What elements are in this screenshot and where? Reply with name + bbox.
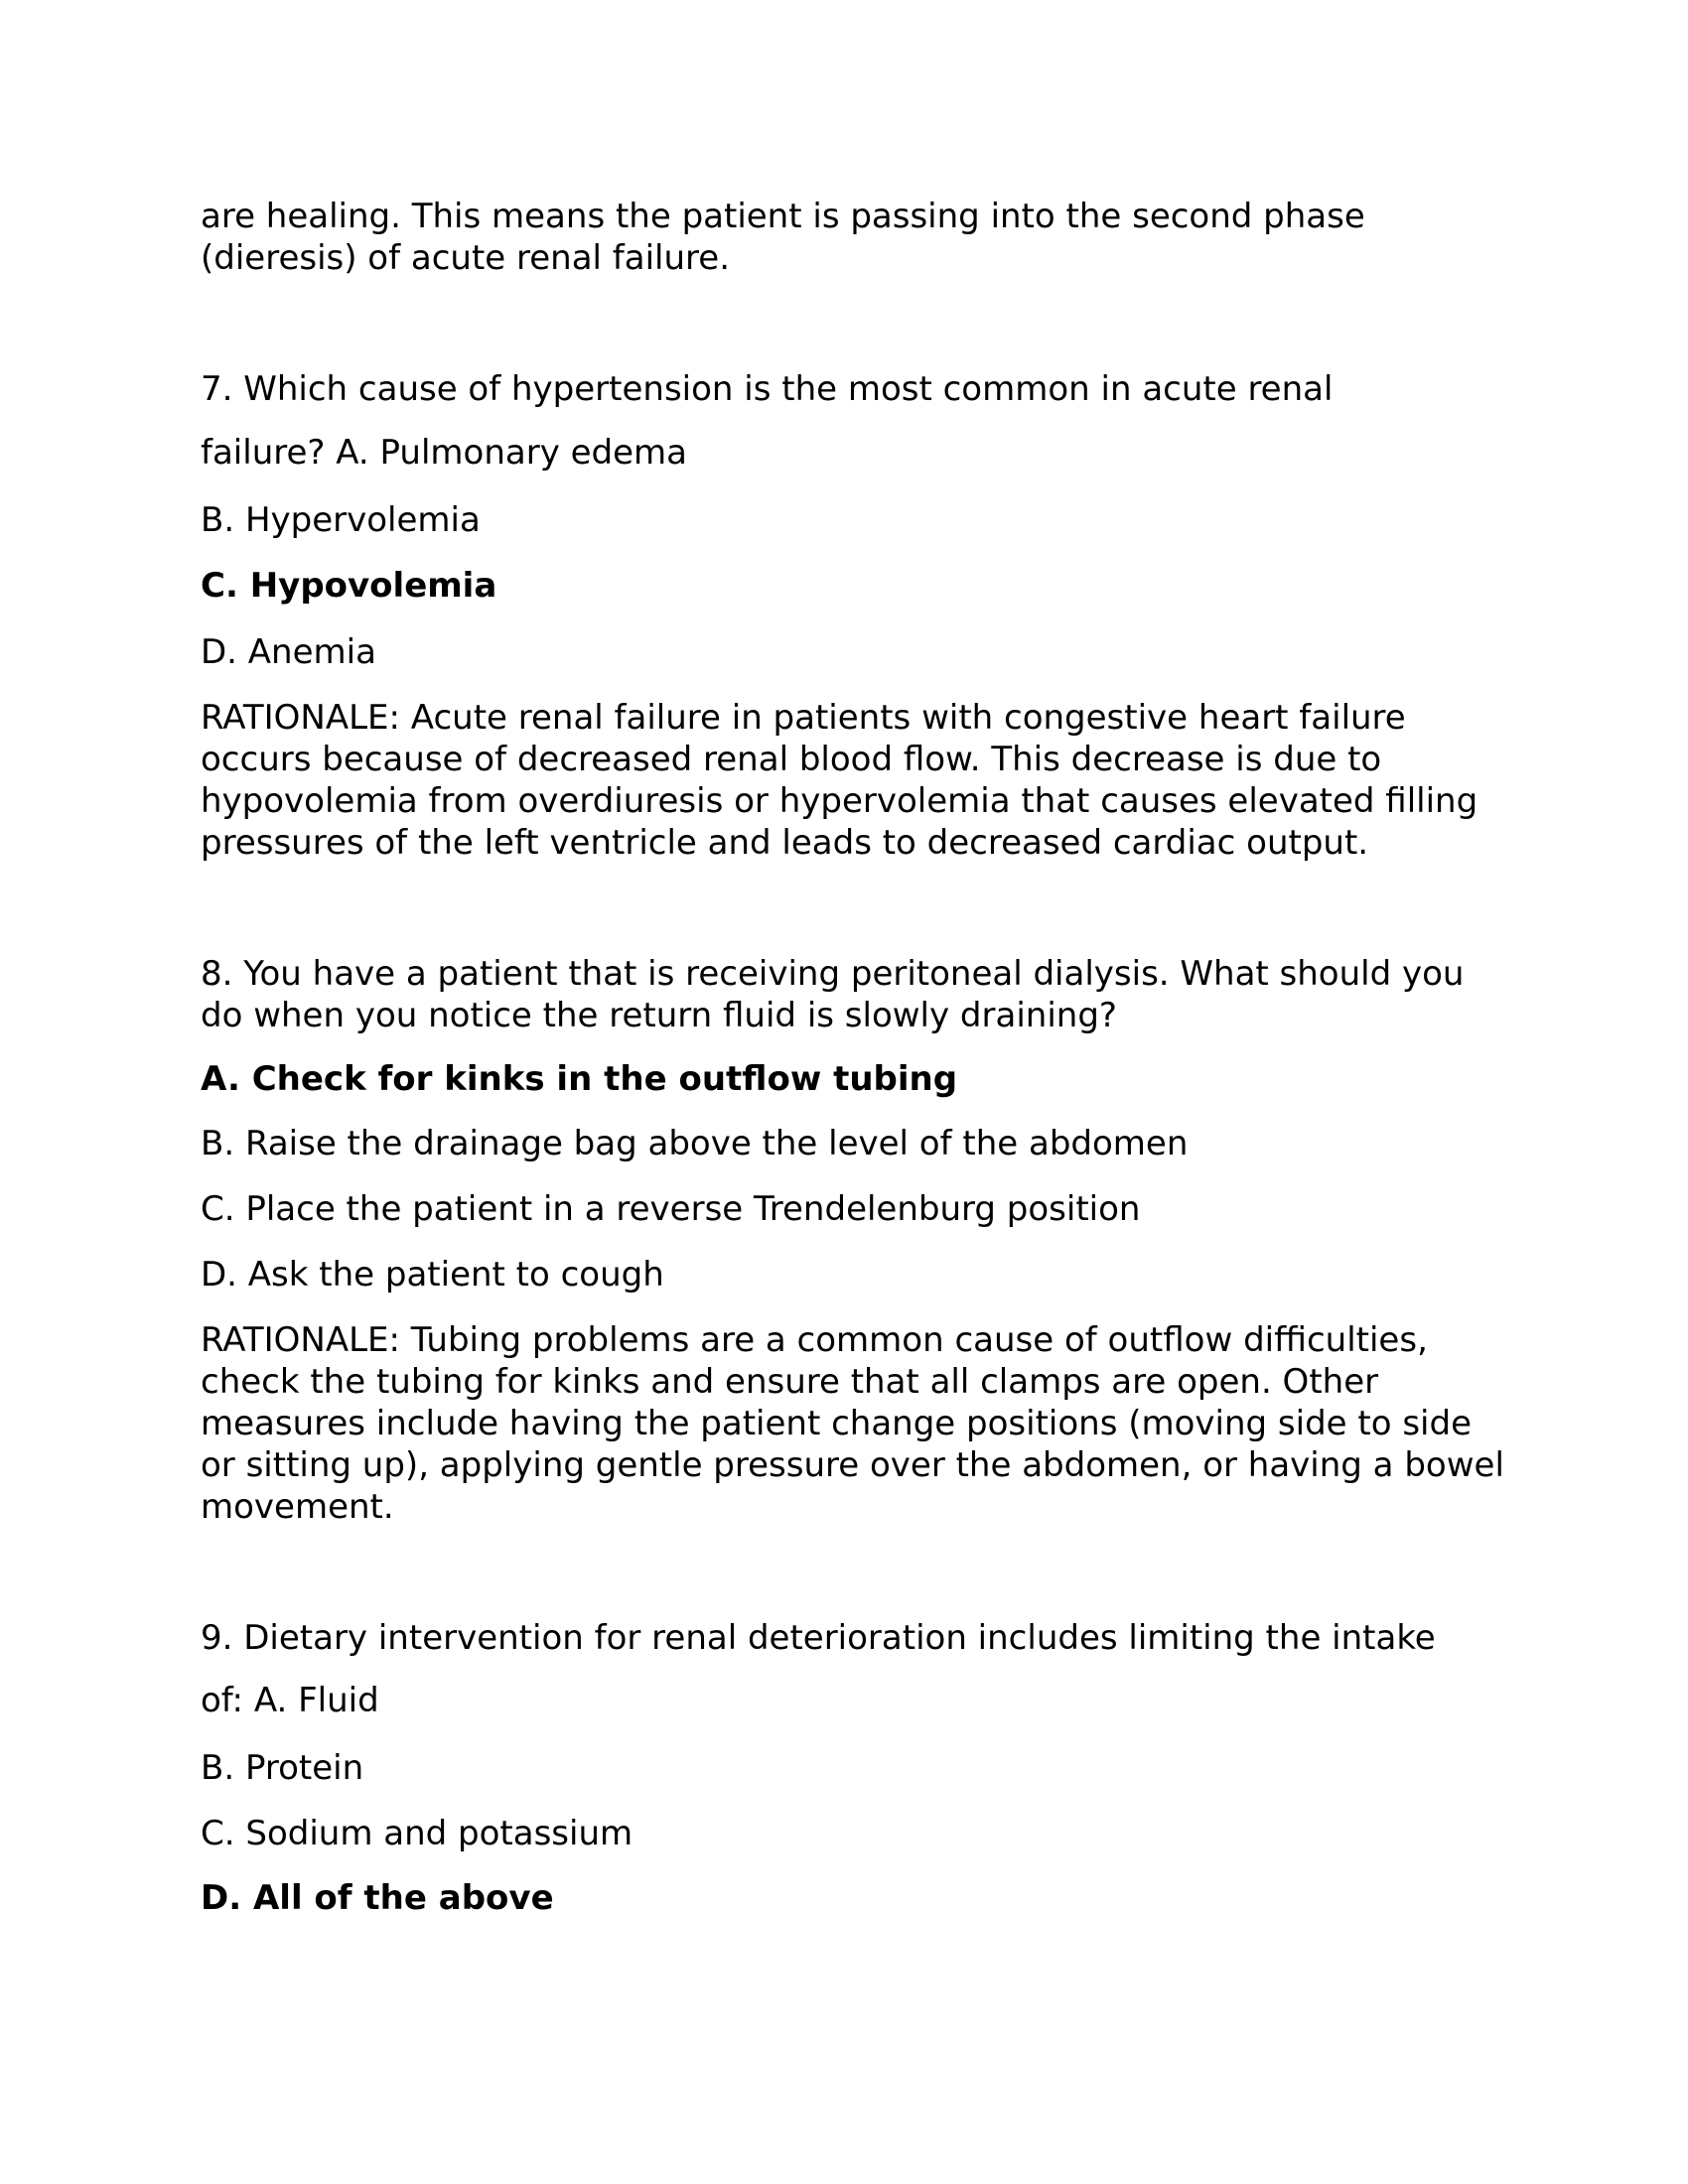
intro-line: are healing. This means the patient is passing into the second phase — [201, 197, 1365, 236]
q8-option-c: C. Place the patient in a reverse Trendelenburg position — [201, 1189, 1141, 1229]
q8-option-b: B. Raise the drainage bag above the level of the abdomen — [201, 1124, 1189, 1163]
rationale-line: pressures of the left ventricle and leads to decreased cardiac output. — [201, 823, 1369, 863]
q9-option-d-answer: D. All of the above — [201, 1878, 554, 1918]
q7-option-c-answer: C. Hypovolemia — [201, 566, 497, 606]
intro-paragraph — [201, 196, 1511, 279]
rationale-line: measures include having the patient change positions (moving side to side — [201, 1404, 1472, 1443]
q9-option-c: C. Sodium and potassium — [201, 1814, 633, 1853]
q9-question-line1: 9. Dietary intervention for renal deterioration includes limiting the intake — [201, 1618, 1436, 1658]
q7-option-b: B. Hypervolemia — [201, 500, 481, 540]
q7-option-d: D. Anemia — [201, 632, 376, 672]
q9-option-b: B. Protein — [201, 1748, 364, 1788]
q8-option-a-answer: A. Check for kinks in the outflow tubing — [201, 1059, 958, 1099]
rationale-line: check the tubing for kinks and ensure that all clamps are open. Other — [201, 1362, 1379, 1402]
q9-question-line2: of: A. Fluid — [201, 1681, 379, 1720]
q8-option-d: D. Ask the patient to cough — [201, 1255, 664, 1295]
q7-rationale — [201, 697, 1511, 864]
intro-line: (dieresis) of acute renal failure. — [201, 238, 731, 278]
q8-question — [201, 953, 1511, 1036]
rationale-line: occurs because of decreased renal blood flow. This decrease is due to — [201, 740, 1382, 779]
question-line: do when you notice the return fluid is slowly draining? — [201, 996, 1117, 1035]
rationale-line: movement. — [201, 1487, 394, 1527]
rationale-line: RATIONALE: Acute renal failure in patients with congestive heart failure — [201, 698, 1406, 738]
rationale-line: or sitting up), applying gentle pressure over the abdomen, or having a bowel — [201, 1445, 1504, 1485]
question-line: 8. You have a patient that is receiving peritoneal dialysis. What should you — [201, 954, 1465, 994]
rationale-line: RATIONALE: Tubing problems are a common cause of outflow difficulties, — [201, 1320, 1428, 1360]
q8-rationale — [201, 1319, 1511, 1528]
q7-question-line2: failure? A. Pulmonary edema — [201, 433, 688, 473]
q7-question-line1: 7. Which cause of hypertension is the most common in acute renal — [201, 369, 1334, 409]
rationale-line: hypovolemia from overdiuresis or hypervolemia that causes elevated filling — [201, 781, 1478, 821]
